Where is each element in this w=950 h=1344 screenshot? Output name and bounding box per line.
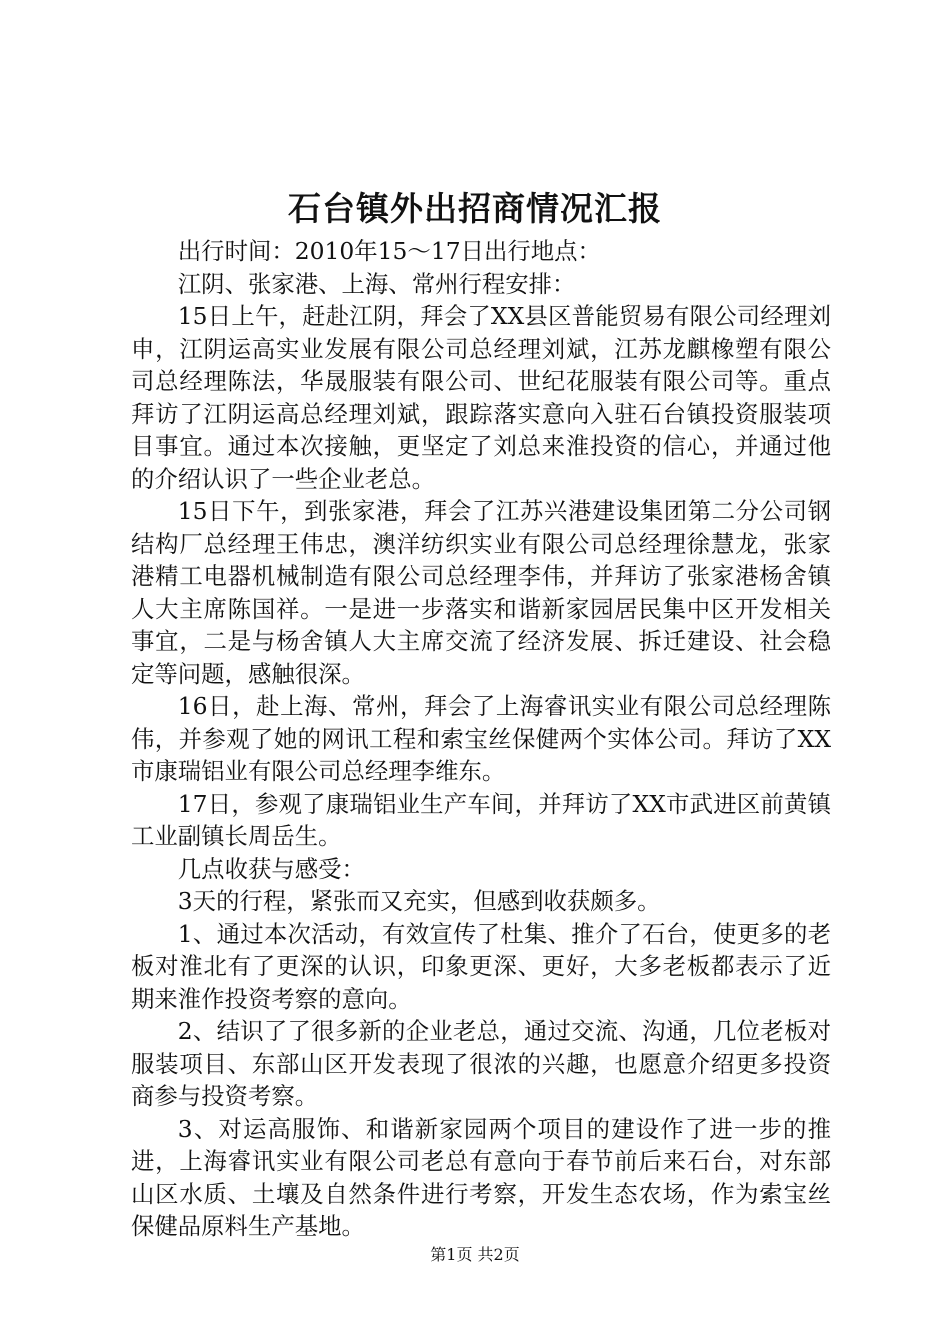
paragraph-day15-afternoon: 15日下午，到张家港，拜会了江苏兴港建设集团第二分公司钢结构厂总经理王伟忠，澳洋纺织实业有限公司总经理徐慧龙，张家港精工电器机械制造有限公司总经理李伟，并拜访了张家港杨舍镇人大主席陈国祥。一是进一步落实和谐新家园居民集中区开发相关事宜，二是与杨舍镇人大主席交流了经济发展、拆迁建设、社会稳定等问题，感触很深。 bbox=[131, 497, 831, 688]
document-title: 石台镇外出招商情况汇报 bbox=[288, 189, 662, 228]
page-number-footer: 第1页 共2页 bbox=[430, 1245, 520, 1264]
paragraph-gain-2: 2、结识了了很多新的企业老总，通过交流、沟通，几位老板对服装项目、东部山区开发表现了很浓的兴趣，也愿意介绍更多投资商参与投资考察。 bbox=[131, 1017, 831, 1110]
paragraph-day16: 16日，赴上海、常州，拜会了上海睿讯实业有限公司总经理陈伟，并参观了她的网讯工程和索宝丝保健两个实体公司。拜访了XX市康瑞铝业有限公司总经理李维东。 bbox=[131, 692, 831, 785]
paragraph-day17: 17日，参观了康瑞铝业生产车间，并拜访了XX市武进区前黄镇工业副镇长周岳生。 bbox=[131, 789, 831, 850]
paragraph-itinerary: 江阴、张家港、上海、常州行程安排： bbox=[177, 269, 576, 298]
paragraph-gain-3: 3、对运高服饰、和谐新家园两个项目的建设作了进一步的推进，上海睿讯实业有限公司老总有意向于春节前后来石台，对东部山区水质、土壤及自然条件进行考察，开发生态农场，作为索宝丝保健品原料生产基地。 bbox=[131, 1114, 831, 1240]
paragraph-travel-time: 出行时间：2010年15～17日出行地点： bbox=[177, 237, 601, 265]
paragraph-summary: 3天的行程，紧张而又充实，但感到收获颇多。 bbox=[177, 887, 661, 915]
paragraph-gain-1: 1、通过本次活动，有效宣传了杜集、推介了石台，使更多的老板对淮北有了更深的认识，印象更深、更好，大多老板都表示了近期来淮作投资考察的意向。 bbox=[131, 919, 831, 1013]
paragraph-gains-heading: 几点收获与感受： bbox=[177, 854, 365, 883]
document-body bbox=[131, 235, 831, 1243]
paragraph-day15-morning: 15日上午，赶赴江阴，拜会了XX县区普能贸易有限公司经理刘申，江阴运高实业发展有限公司总经理刘斌，江苏龙麒橡塑有限公司总经理陈法，华晟服装有限公司、世纪花服装有限公司等。重点拜访了江阴运高总经理刘斌，跟踪落实意向入驻石台镇投资服装项目事宜。通过本次接触，更坚定了刘总来淮投资的信心，并通过他的介绍认识了一些企业老总。 bbox=[131, 302, 831, 493]
